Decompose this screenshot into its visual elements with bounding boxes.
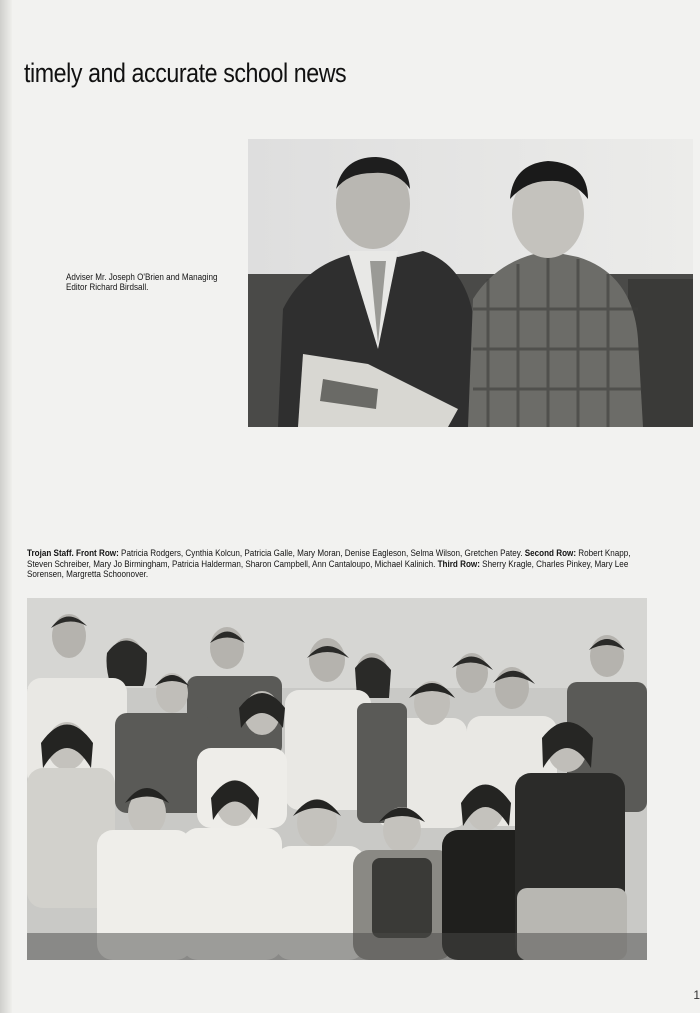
staff-photo-caption bbox=[27, 548, 648, 580]
staff-caption-third-row-label: Third Row: bbox=[437, 558, 480, 569]
page-heading: timely and accurate school news bbox=[24, 58, 347, 88]
staff-caption-third-row-names: Sherry Kragle, Charles Pinkey, Mary Lee Sorensen, Margretta Schoonover. bbox=[27, 558, 629, 579]
trojan-staff-group-photo bbox=[27, 598, 647, 960]
staff-caption-front-row-names: Patricia Rodgers, Cynthia Kolcun, Patricia Galle, Mary Moran, Denise Eagleson, Selma Wilson, Gretchen Patey. bbox=[118, 548, 525, 558]
staff-caption-second-row-label: Second Row: bbox=[524, 548, 577, 558]
adviser-editor-photo bbox=[248, 139, 693, 427]
page-binding-shadow bbox=[0, 0, 12, 1013]
staff-caption-second-row-names: Robert Knapp, Steven Schreiber, Mary Jo Birmingham, Patricia Halderman, Sharon Campbell, Ann Cantaloupo, Michael Kalinich. bbox=[27, 548, 631, 569]
staff-caption-front-row-label: Trojan Staff. Front Row: bbox=[27, 548, 119, 558]
page-number: 1 bbox=[693, 988, 700, 1002]
adviser-photo-caption: Adviser Mr. Joseph O'Brien and Managing Editor Richard Birdsall. bbox=[66, 272, 218, 292]
